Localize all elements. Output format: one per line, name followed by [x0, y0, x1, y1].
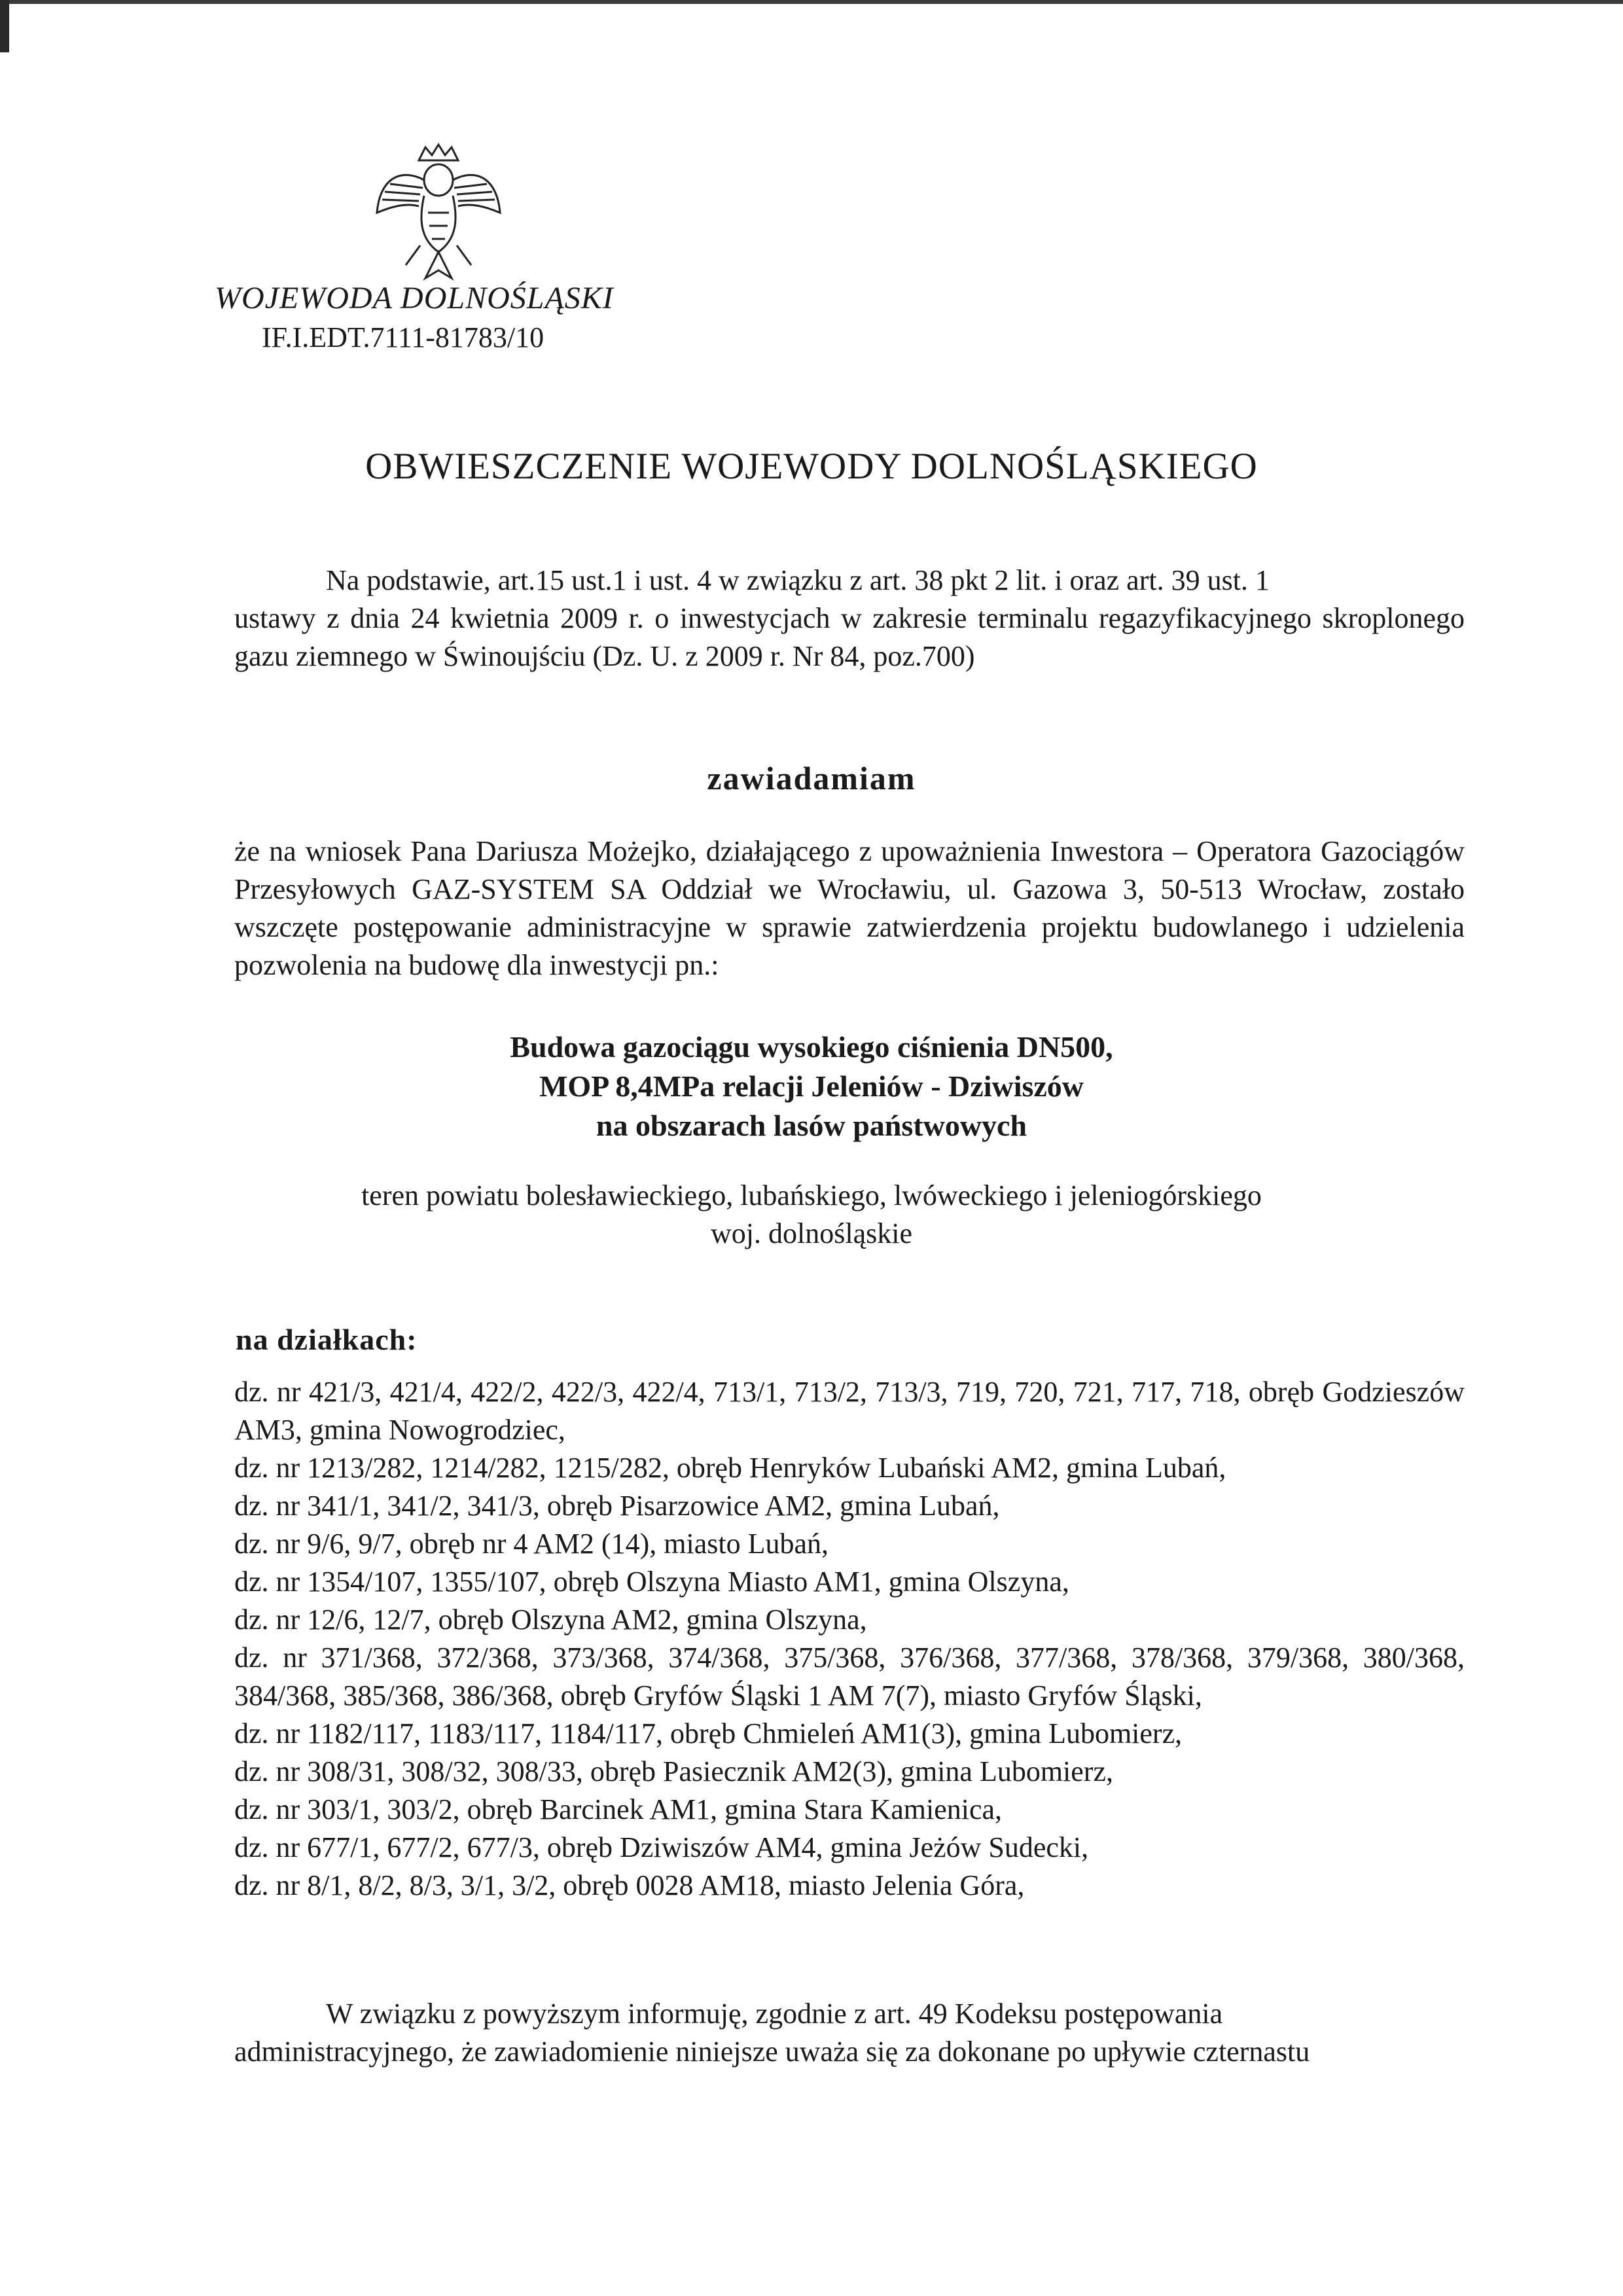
area-description [0, 1177, 1623, 1253]
list-item: dz. nr 341/1, 341/2, 341/3, obręb Pisarzowice AM2, gmina Lubań, [234, 1490, 1000, 1522]
list-item: dz. nr 303/1, 303/2, obręb Barcinek AM1, gmina Stara Kamienica, [234, 1793, 1003, 1825]
reference-number: IF.I.EDT.7111-81783/10 [262, 321, 544, 353]
list-item: dz. nr 677/1, 677/2, 677/3, obręb Dziwiszów AM4, gmina Jeżów Sudecki, [234, 1831, 1089, 1863]
closing-line1: W związku z powyższym informuję, zgodnie z art. 49 Kodeksu postępowania [326, 1998, 1223, 2030]
body-paragraph: że na wniosek Pana Dariusza Możejko, działającego z upoważnienia Inwestora – Operatora Gazociągów Przesyłowych GAZ-SYSTEM SA Oddział we Wrocławiu, ul. Gazowa 3, 50-513 Wrocław, zostało wszczęte postępowanie administracyjne w sprawie zatwierdzenia projektu budowlanego i udzielenia pozwolenia na budowę dla inwestycji pn.: [234, 835, 1465, 981]
page-title: OBWIESZCZENIE WOJEWODY DOLNOŚLĄSKIEGO [365, 446, 1258, 487]
project-line1: Budowa gazociągu wysokiego ciśnienia DN500, [510, 1030, 1113, 1064]
authority-name: WOJEWODA DOLNOŚLĄSKI [215, 281, 614, 315]
list-item: dz. nr 308/31, 308/32, 308/33, obręb Pasiecznik AM2(3), gmina Lubomierz, [234, 1755, 1113, 1787]
project-line3: na obszarach lasów państwowych [596, 1109, 1027, 1142]
area-line1: teren powiatu bolesławieckiego, lubańskiego, lwóweckiego i jeleniogórskiego [361, 1179, 1262, 1211]
closing-paragraph [234, 1995, 1465, 2071]
polish-eagle-icon [373, 141, 504, 288]
list-item: dz. nr 1354/107, 1355/107, obręb Olszyna Miasto AM1, gmina Olszyna, [234, 1566, 1069, 1598]
plots-label: na działkach: [236, 1323, 418, 1356]
list-item: dz. nr 12/6, 12/7, obręb Olszyna AM2, gmina Olszyna, [234, 1604, 867, 1636]
closing-rest: administracyjnego, że zawiadomienie niniejsze uważa się za dokonane po upływie czternastu [234, 2036, 1310, 2068]
legal-basis-rest: ustawy z dnia 24 kwietnia 2009 r. o inwestycjach w zakresie terminalu regazyfikacyjnego skroplonego gazu ziemnego w Świnoujściu (Dz. U. z 2009 r. Nr 84, poz.700) [234, 602, 1465, 672]
plots-list [234, 1373, 1465, 1905]
project-line2: MOP 8,4MPa relacji Jeleniów - Dziwiszów [539, 1069, 1084, 1103]
area-line2: woj. dolnośląskie [711, 1217, 912, 1249]
scan-edge [0, 0, 1623, 4]
list-item: dz. nr 9/6, 9/7, obręb nr 4 AM2 (14), miasto Lubań, [234, 1528, 829, 1560]
notification-heading: zawiadamiam [707, 760, 916, 797]
list-item: dz. nr 371/368, 372/368, 373/368, 374/368, 375/368, 376/368, 377/368, 378/368, 379/368, 380/368, 384/368, 385/368, 386/368, obręb Gryfów Śląski 1 AM 7(7), miasto Gryfów Śląski, [234, 1641, 1465, 1712]
legal-basis-line1: Na podstawie, art.15 ust.1 i ust. 4 w związku z art. 38 pkt 2 lit. i oraz art. 39 ust. 1 [326, 564, 1270, 596]
legal-basis-paragraph [234, 562, 1465, 675]
list-item: dz. nr 1213/282, 1214/282, 1215/282, obręb Henryków Lubański AM2, gmina Lubań, [234, 1452, 1226, 1484]
list-item: dz. nr 8/1, 8/2, 8/3, 3/1, 3/2, obręb 0028 AM18, miasto Jelenia Góra, [234, 1869, 1025, 1901]
list-item: dz. nr 421/3, 421/4, 422/2, 422/3, 422/4, 713/1, 713/2, 713/3, 719, 720, 721, 717, 718, obręb Godzieszów AM3, gmina Nowogrodziec, [234, 1376, 1465, 1446]
list-item: dz. nr 1182/117, 1183/117, 1184/117, obręb Chmieleń AM1(3), gmina Lubomierz, [234, 1717, 1183, 1749]
scan-edge-left [0, 0, 9, 52]
project-title [0, 1028, 1623, 1145]
